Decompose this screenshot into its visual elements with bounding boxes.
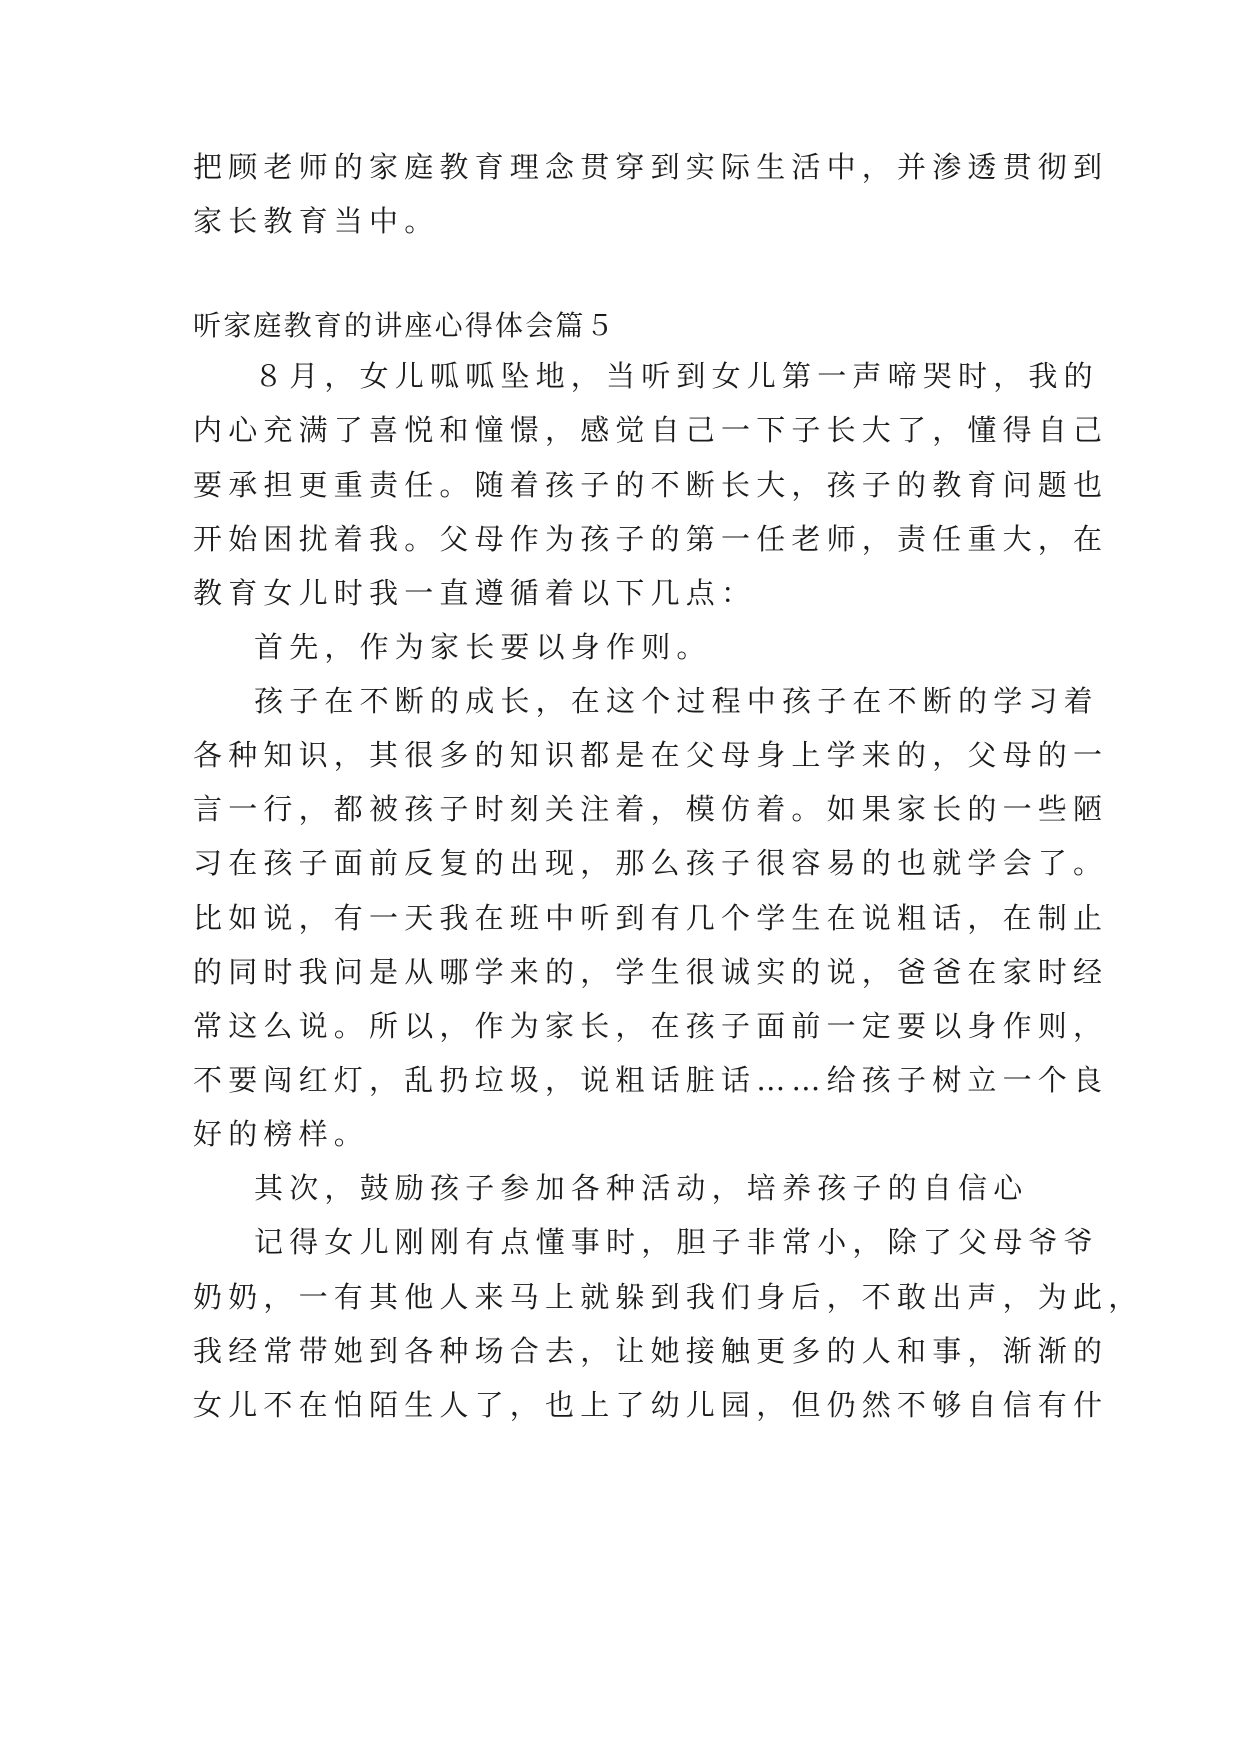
body-text-line: 内心充满了喜悦和憧憬，感觉自己一下子长大了，懂得自己 xyxy=(193,413,1109,447)
body-text-line: 教育女儿时我一直遵循着以下几点： xyxy=(193,576,757,610)
body-text-line: 要承担更重责任。随着孩子的不断长大，孩子的教育问题也 xyxy=(193,468,1109,502)
body-text-line: 女儿不在怕陌生人了，也上了幼儿园，但仍然不够自信有什 xyxy=(193,1388,1109,1422)
body-text-line: ８月，女儿呱呱坠地，当听到女儿第一声啼哭时，我的 xyxy=(254,359,1099,393)
body-text-line: 孩子在不断的成长，在这个过程中孩子在不断的学习着 xyxy=(254,684,1099,718)
body-text-line: 各种知识，其很多的知识都是在父母身上学来的，父母的一 xyxy=(193,738,1109,772)
body-text-line: 记得女儿刚刚有点懂事时，胆子非常小，除了父母爷爷 xyxy=(254,1225,1099,1259)
body-text-line: 奶奶，一有其他人来马上就躲到我们身后，不敢出声，为此， xyxy=(193,1280,1144,1314)
body-text-line: 不要闯红灯，乱扔垃圾，说粗话脏话……给孩子树立一个良 xyxy=(193,1063,1109,1097)
point-heading: 首先，作为家长要以身作则。 xyxy=(254,630,712,664)
section-title: 听家庭教育的讲座心得体会篇５ xyxy=(193,309,616,342)
body-text-line: 习在孩子面前反复的出现，那么孩子很容易的也就学会了。 xyxy=(193,846,1109,880)
body-text-line: 言一行，都被孩子时刻关注着，模仿着。如果家长的一些陋 xyxy=(193,792,1109,826)
body-text-line: 比如说，有一天我在班中听到有几个学生在说粗话，在制止 xyxy=(193,901,1109,935)
body-text-line: 常这么说。所以，作为家长，在孩子面前一定要以身作则， xyxy=(193,1009,1109,1043)
body-text-line: 的同时我问是从哪学来的，学生很诚实的说，爸爸在家时经 xyxy=(193,955,1109,989)
body-text-line: 把顾老师的家庭教育理念贯穿到实际生活中，并渗透贯彻到 xyxy=(193,150,1109,184)
body-text-line: 我经常带她到各种场合去，让她接触更多的人和事，渐渐的 xyxy=(193,1334,1109,1368)
body-text-line: 家长教育当中。 xyxy=(193,204,440,238)
body-text-line: 开始困扰着我。父母作为孩子的第一任老师，责任重大，在 xyxy=(193,522,1109,556)
body-text-line: 好的榜样。 xyxy=(193,1117,370,1151)
point-heading: 其次，鼓励孩子参加各种活动，培养孩子的自信心 xyxy=(254,1171,1029,1205)
